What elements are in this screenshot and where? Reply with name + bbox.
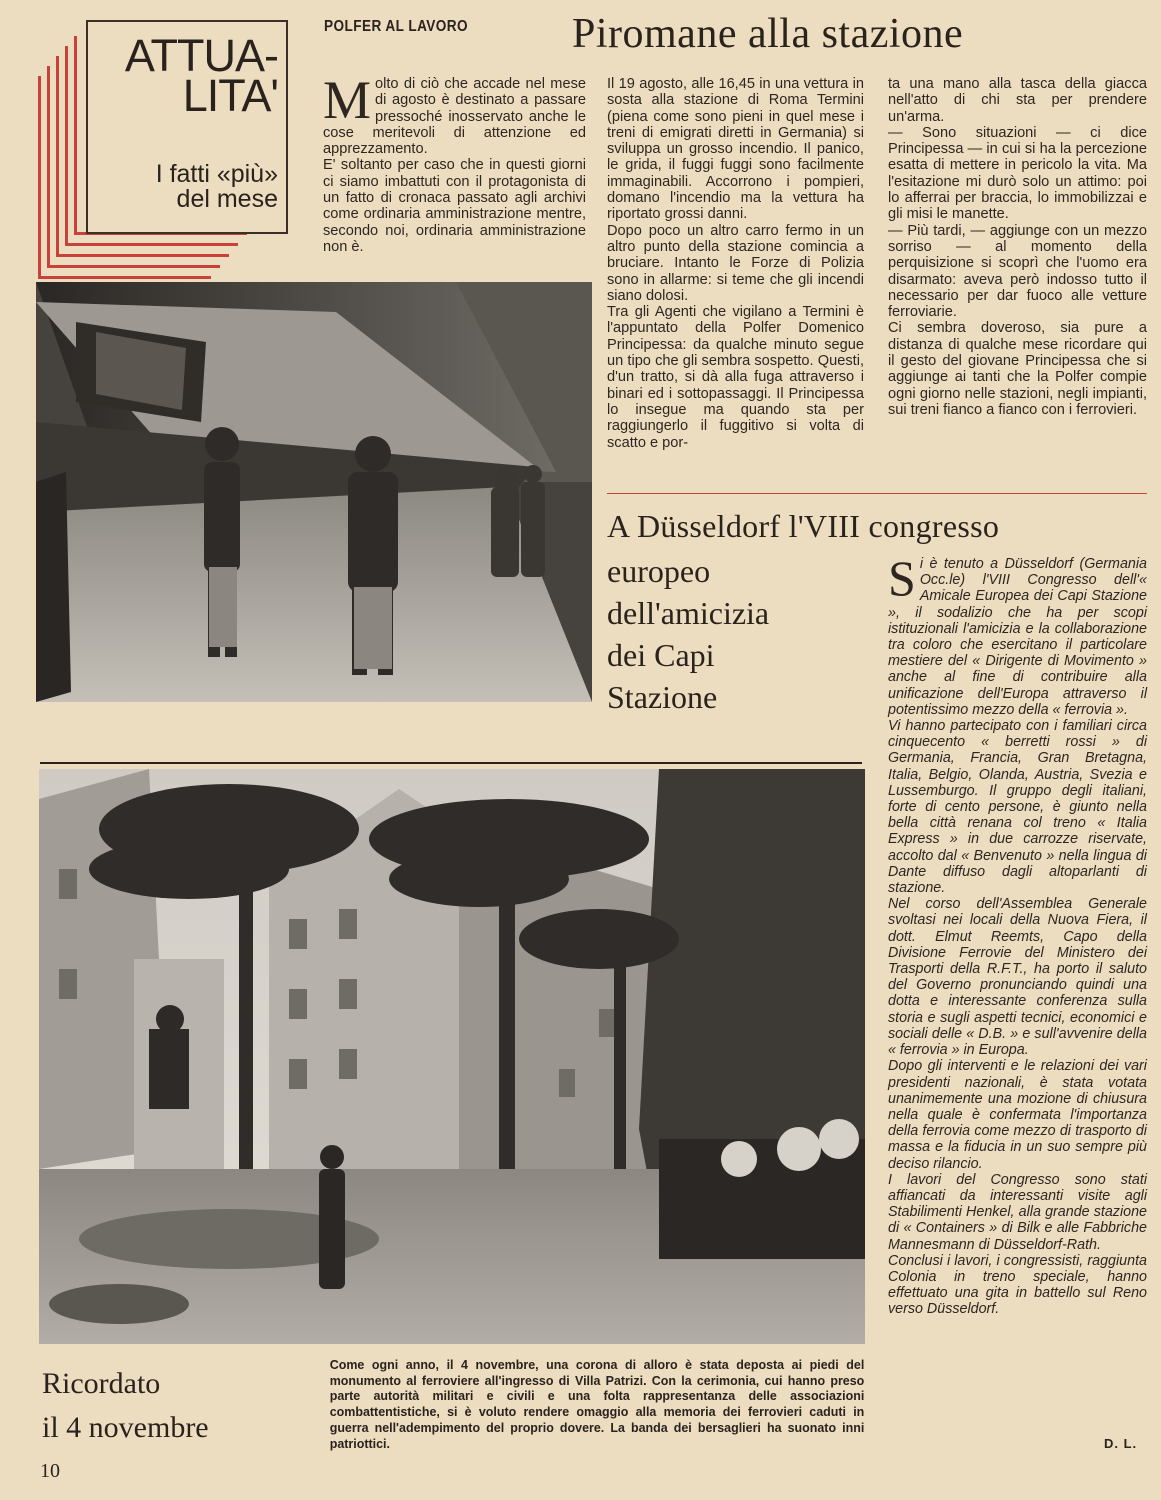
section-divider — [40, 762, 862, 764]
article-headline: A Düsseldorf l'VIII congresso — [607, 508, 1000, 544]
paragraph: ta una mano alla tasca della giacca nell'atto di chi sta per prendere un'arma. — [888, 76, 1147, 125]
paragraph: E' soltanto per caso che in questi giorni ci siamo imbattuti con il protagonista di un fatto di cronaca passato agli archivi come ordinaria amministrazione mentre, secondo noi, ordinaria amministrazione non è. — [323, 157, 586, 255]
article-headline: Piromane alla stazione — [572, 11, 964, 57]
paragraph: Vi hanno partecipato con i familiari circa cinquecento « berretti rossi » di Germania, Francia, Gran Bretagna, Italia, Belgio, Olanda, Austria, Svezia e Lussemburgo. Il gruppo degli italiani, forte di cento persone, è giunto nella bella città renana col treno « Italia Express » in due carrozze riservate, accolto dal « Benvenuto » nella lingua di Dante diffuso dagli altoparlanti di stazione. — [888, 718, 1147, 897]
paragraph: Conclusi i lavori, i congressisti, raggiunta Colonia in treno speciale, hanno effettuato una gita in battello sul Reno verso Düsseldorf. — [888, 1252, 1147, 1318]
article-kicker: POLFER AL LAVORO — [324, 18, 469, 35]
paragraph: I lavori del Congresso sono stati affiancati da interessanti visite agli Stabilimenti Henkel, alla grande stazione di « Containers » di Bilk e alle Fabbriche Mannesmann di Düsseldorf-Rath. — [888, 1171, 1147, 1253]
paragraph: olto di ciò che accade nel mese di agosto è destinato a passare pressoché inosservato anche le cose meritevoli di attenzione ed apprezzamento. — [323, 76, 586, 158]
paragraph: — Più tardi, — aggiunge con un mezzo sorriso — al momento della perquisizione si scoprì che l'uomo era disarmato: aveva però indosso tutto il necessario per dar fuoco alle vetture ferroviarie. — [888, 222, 1147, 321]
article-column-3 — [888, 76, 1147, 418]
photo-caption: Come ogni anno, il 4 novembre, una corona di alloro è stata deposta ai piedi del monumento al ferroviere all'ingresso di Villa Patrizi. Con la cerimonia, cui hanno preso parte autorità militari e civili e una folta rappresentanza delle associazioni combattentistiche, si è voluto rendere omaggio alla memoria dei ferrovieri caduti in guerra nell'adempimento del proprio dovere. La banda dei bersaglieri ha suonato inni patriottici. — [329, 1358, 865, 1451]
paragraph: Nel corso dell'Assemblea Generale svoltasi nei locali della Nuova Fiera, il dott. Elmut Reemts, Capo della Divisione Ferrovie del Ministero dei Trasporti della R.F.T., ha porto il saluto del Governo pronunciando quindi una dotta e interessante conferenza sulla storia e sugli aspetti tecnici, economici e sociali delle « D.B. » e sull'avvenire della « ferrovia » in Europa. — [888, 896, 1147, 1059]
paragraph: i è tenuto a Düsseldorf (Germania Occ.le) l'VIII Congresso dell'« Amicale Europea dei Capi Stazione », il sodalizio che ha per scopi istituzionali l'amicizia e la collaborazione tra coloro che esercitano il particolare mestiere del « Dirigente di Movimento » anche al fine di contribuire alla unificazione dell'Europa attraverso il potentissimo mezzo della « ferrovia ». — [888, 556, 1147, 718]
author-signature: D. L. — [1104, 1436, 1138, 1451]
drop-cap: M — [323, 70, 372, 130]
section-subtitle: I fatti «più» del mese — [155, 160, 278, 213]
section-divider — [607, 493, 1147, 494]
article-column-1 — [323, 70, 586, 255]
article-headline-sub: europeo dell'amicizia dei Capi Stazione — [607, 553, 770, 715]
page-number: 10 — [40, 1460, 60, 1482]
drop-cap: S — [888, 550, 916, 606]
article-column — [888, 550, 1147, 1318]
paragraph: Il 19 agosto, alle 16,45 in una vettura in sosta alla stazione di Roma Termini (piena come sono pieni in quel mese i treni di emigrati diretti in Germania) si sviluppa un grosso incendio. Il panico, le grida, il fuggi fuggi sono facilmente immaginabili. Accorrono i pompieri, domano l'incendio ma la vettura ha riportato grossi danni. — [607, 76, 864, 223]
paragraph: — Sono situazioni — ci dice Principessa — in cui si ha la percezione esatta di mettere in pericolo la vita. Ma l'esitazione mi durò solo un attimo: poi lo afferrai per braccia, lo immobilizzai e gli misi le manette. — [888, 124, 1147, 223]
paragraph: Tra gli Agenti che vigilano a Termini è l'appuntato della Polfer Domenico Principessa: da qualche minuto segue un tipo che gli sembra sospetto. Questi, d'un tratto, si dà alla fuga attraverso i binari ed i sottopassaggi. Il Principessa lo insegue ma quando sta per raggiungerlo il fuggitivo si volta di scatto e por- — [607, 304, 864, 451]
section-box — [38, 20, 290, 278]
paragraph: Dopo poco un altro carro fermo in un altro punto della stazione comincia a bruciare. Intanto le Forze di Polizia sono in allarme: si teme che gli incendi siano dolosi. — [607, 222, 864, 304]
section-box-frame — [86, 20, 288, 234]
article-headline: Ricordato il 4 novembre — [42, 1367, 209, 1444]
monument-photo — [39, 769, 865, 1344]
paragraph: Ci sembra doveroso, sia pure a distanza di qualche mese ricordare qui il gesto del giovane Principessa che si aggiunge ai tanti che la Polfer compie ogni giorno nelle stazioni, negli impianti, sui treni fianco a fianco con i ferrovieri. — [888, 320, 1147, 418]
article-column-2 — [607, 76, 864, 451]
section-title: ATTUA- LITA' — [124, 30, 278, 121]
train-photo — [36, 282, 592, 702]
paragraph: Dopo gli interventi e le relazioni dei vari presidenti nazionali, è stata votata unanimemente una mozione di chiusura nella quale è confermata l'importanza della ferrovia come mezzo di trasporto di massa e la fiducia in un suo sempre più deciso rilancio. — [888, 1058, 1147, 1172]
